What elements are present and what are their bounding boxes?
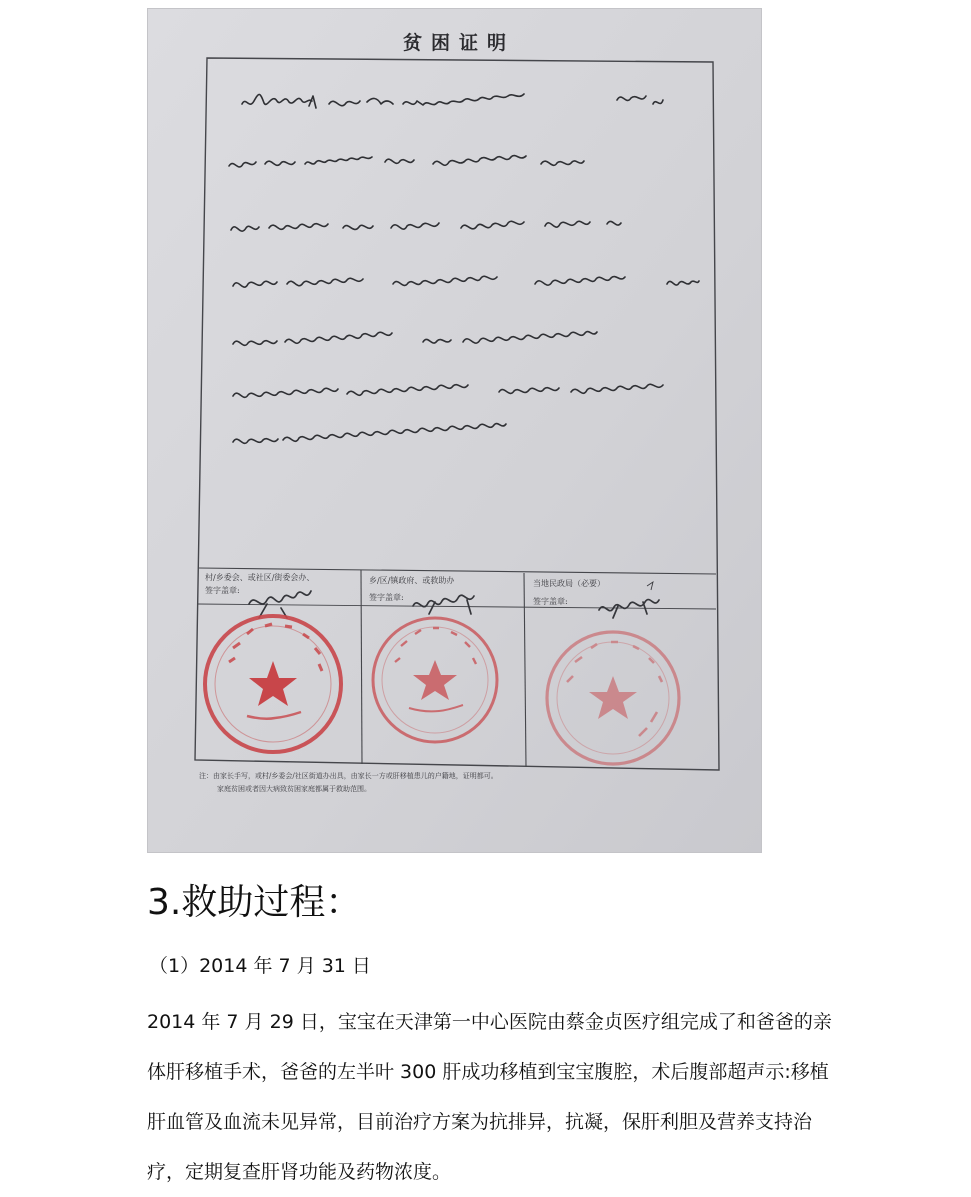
section-heading: 3.救助过程：: [147, 882, 362, 923]
township-label: 乡/区/镇政府、或救助办: [369, 576, 455, 585]
footnote-line-1: 注：由家长手写，或村/乡委会/社区街道办出具，由家长一方或肝移植患儿的户籍地，证明都可。: [199, 772, 498, 780]
township-sign-label: 签字盖章:: [369, 593, 404, 602]
village-committee-sign-label: 签字盖章:: [205, 586, 240, 595]
sub-heading-date: （1）2014 年 7 月 31 日: [149, 955, 371, 977]
body-paragraph: 2014 年 7 月 29 日，宝宝在天津第一中心医院由蔡金贞医疗组完成了和爸爸的亲体肝移植手术，爸爸的左半叶 300 肝成功移植到宝宝腹腔，术后腹部超声示:移植肝血管及血流未见异常，目前治疗方案为抗排异，抗凝，保肝利胆及营养支持治疗，定期复查肝肾功能及药物浓度。: [147, 1011, 832, 1183]
village-committee-label: 村/乡委会、或社区/街委会办、: [205, 573, 315, 582]
certificate-title: 贫困证明: [402, 32, 516, 54]
civil-affairs-sign-label: 签字盖章:: [533, 597, 568, 606]
poverty-certificate-photo: [147, 8, 762, 853]
footnote-line-2: 家庭贫困或者因大病致贫困家庭都属于救助范围。: [217, 785, 371, 793]
civil-affairs-label: 当地民政局（必要）: [533, 579, 605, 588]
paper-background: [147, 8, 762, 853]
